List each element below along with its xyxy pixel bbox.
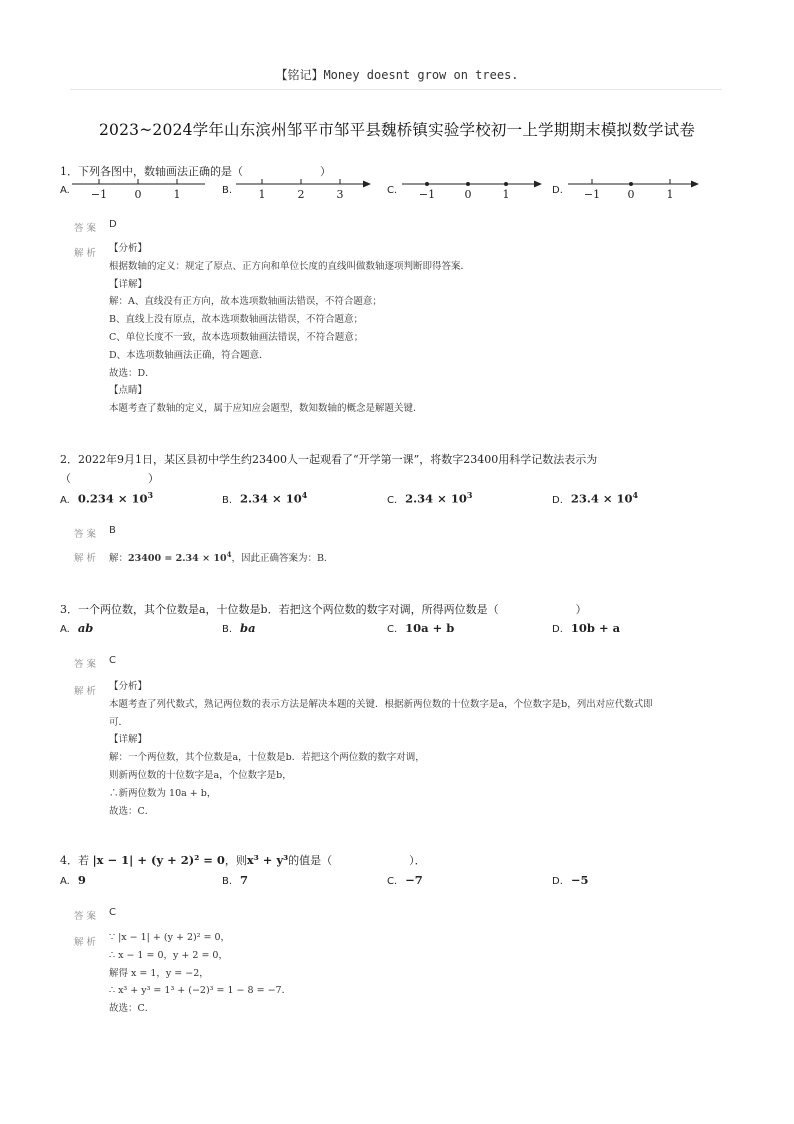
q3-answer-value: C [109, 655, 116, 666]
arrow-icon [534, 181, 542, 188]
q1-option-b-number-line [234, 176, 374, 202]
explanation-line: 可． [109, 716, 129, 728]
q1-option-c-number-line [400, 176, 545, 202]
tick-label: 1 [502, 188, 510, 201]
q1-option-b-label: B. [222, 185, 233, 196]
explanation-line: 【分析】 [109, 243, 148, 254]
page-title: 2023~2024学年山东滨州邹平市邹平县魏桥镇实验学校初一上学期期末模拟数学试卷 [98, 121, 696, 139]
q1-option-c-label: C. [387, 185, 398, 196]
explanation-line: 解得 x = 1，y = −2， [109, 967, 209, 979]
q1-explanation [109, 240, 470, 418]
explanation-line: 【详解】 [109, 278, 148, 290]
q3-answer-tag: 答案 [74, 659, 100, 670]
q2-stem-line1: 2．2022年9月1日，某区县初中学生约23400人一起观看了“开学第一课”，将数字23400用科学记数法表示为 [60, 453, 598, 466]
explanation-line: ∴ x³ + y³ = 1³ + (−2)³ = 1 − 8 = −7． [109, 985, 292, 997]
explanation-line: 【详解】 [109, 734, 148, 746]
q1-answer-value: D [109, 219, 117, 230]
q2-stem-line2: （ ） [60, 472, 159, 485]
q3-option-c: C. 10a + b [387, 621, 455, 635]
q4-option-a: A. 9 [60, 873, 86, 887]
tick-label: 2 [297, 188, 305, 201]
q2-option-c: C. $2.34 \times 10^3$ [387, 490, 473, 506]
q4-explanation [109, 929, 291, 1018]
q1-option-a-number-line [70, 176, 210, 202]
q1-stem: 1．下列各图中，数轴画法正确的是（ ） [60, 165, 331, 178]
point [466, 182, 470, 186]
q2-option-a: A. $0.234 \times 10^3$ [60, 490, 154, 506]
explanation-line: C、单位长度不一致，故本选项数轴画法错误，不符合题意； [109, 331, 364, 343]
explanation-line: 故选：C． [109, 1003, 155, 1015]
q2-option-b: B. $2.34 \times 10^4$ [222, 490, 308, 506]
q3-stem: 3．一个两位数，其个位数是a，十位数是b．若把这个两位数的数字对调，所得两位数是（ ） [60, 603, 587, 616]
explanation-line: 解：A、直线没有正方向，故本选项数轴画法错误，不符合题意； [109, 296, 382, 308]
q2-analysis-tag: 解析 [74, 553, 100, 564]
tick-label: 1 [173, 188, 181, 201]
origin-point [629, 182, 633, 186]
q4-option-d: D. −5 [552, 873, 589, 887]
tick-label: −1 [418, 188, 436, 201]
explanation-line: ∴ x − 1 = 0，y + 2 = 0， [109, 949, 228, 961]
q4-answer-value: C [109, 907, 116, 918]
tick-label: −1 [90, 188, 108, 201]
q3-option-b: B. ba [222, 621, 256, 635]
explanation-line: 本题考查了数轴的定义，属于应知应会题型，数知数轴的概念是解题关键． [109, 403, 423, 415]
tick-label: 1 [258, 188, 266, 201]
explanation-line: ∴新两位数为 10a + b， [109, 787, 217, 799]
point [504, 182, 508, 186]
q2-answer-value: B [109, 525, 116, 536]
q2-option-d: D. $23.4 \times 10^4$ [552, 490, 639, 506]
explanation-line: D、本选项数轴画法正确，符合题意． [109, 349, 269, 361]
explanation-line: 则新两位数的十位数字是a，个位数字是b， [109, 769, 292, 781]
tick-label: −1 [583, 188, 601, 201]
explanation-line: ∵ |x − 1| + (y + 2)² = 0， [109, 932, 231, 943]
arrow-icon [363, 181, 371, 188]
q1-answer-tag: 答案 [74, 223, 100, 234]
q3-option-a: A. ab [60, 621, 94, 635]
header-motto: 【铭记】Money doesnt grow on trees. [275, 68, 519, 82]
explanation-line: B、直线上没有原点，故本选项数轴画法错误，不符合题意； [109, 314, 363, 326]
q1-option-d-label: D. [552, 185, 563, 196]
tick-label: 3 [336, 188, 344, 201]
q2-explanation: 解：$23400 = 2.34 \times 10^4$，因此正确答案为：B． [109, 550, 334, 565]
arrow-icon [691, 181, 699, 188]
explanation-line: 本题考查了列代数式，熟记两位数的表示方法是解决本题的关键．根据新两位数的十位数字是a，个位数字是b，列出对应代数式即 [109, 698, 653, 710]
point [425, 182, 429, 186]
explanation-line: 【点睛】 [109, 385, 148, 397]
q1-option-d-number-line [566, 176, 702, 202]
q3-explanation [109, 678, 653, 820]
q1-option-a-label: A. [60, 185, 70, 196]
explanation-line: 根据数轴的定义：规定了原点、正方向和单位长度的直线叫做数轴逐项判断即得答案． [109, 260, 471, 272]
q4-option-b: B. 7 [222, 873, 249, 887]
q1-analysis-tag: 解析 [74, 248, 100, 259]
explanation-line: 解：一个两位数，其个位数是a，十位数是b．若把这个两位数的数字对调， [109, 752, 425, 764]
tick-label: 0 [464, 188, 472, 201]
header-divider [70, 89, 722, 90]
q3-option-d: D. 10b + a [552, 621, 621, 635]
tick-label: 0 [627, 188, 635, 201]
tick-label: 1 [666, 188, 674, 201]
q3-analysis-tag: 解析 [74, 686, 100, 697]
tick-label: 0 [134, 188, 142, 201]
explanation-line: 故选：D． [109, 367, 155, 379]
explanation-line: 故选：C． [109, 805, 155, 817]
q4-analysis-tag: 解析 [74, 937, 100, 948]
q4-option-c: C. −7 [387, 873, 423, 887]
q4-answer-tag: 答案 [74, 911, 100, 922]
explanation-line: 【分析】 [109, 681, 148, 692]
q4-stem: 4．若 |x − 1| + (y + 2)² = 0，则x³ + y³的值是（ ）． [60, 853, 426, 867]
q2-answer-tag: 答案 [74, 529, 100, 540]
